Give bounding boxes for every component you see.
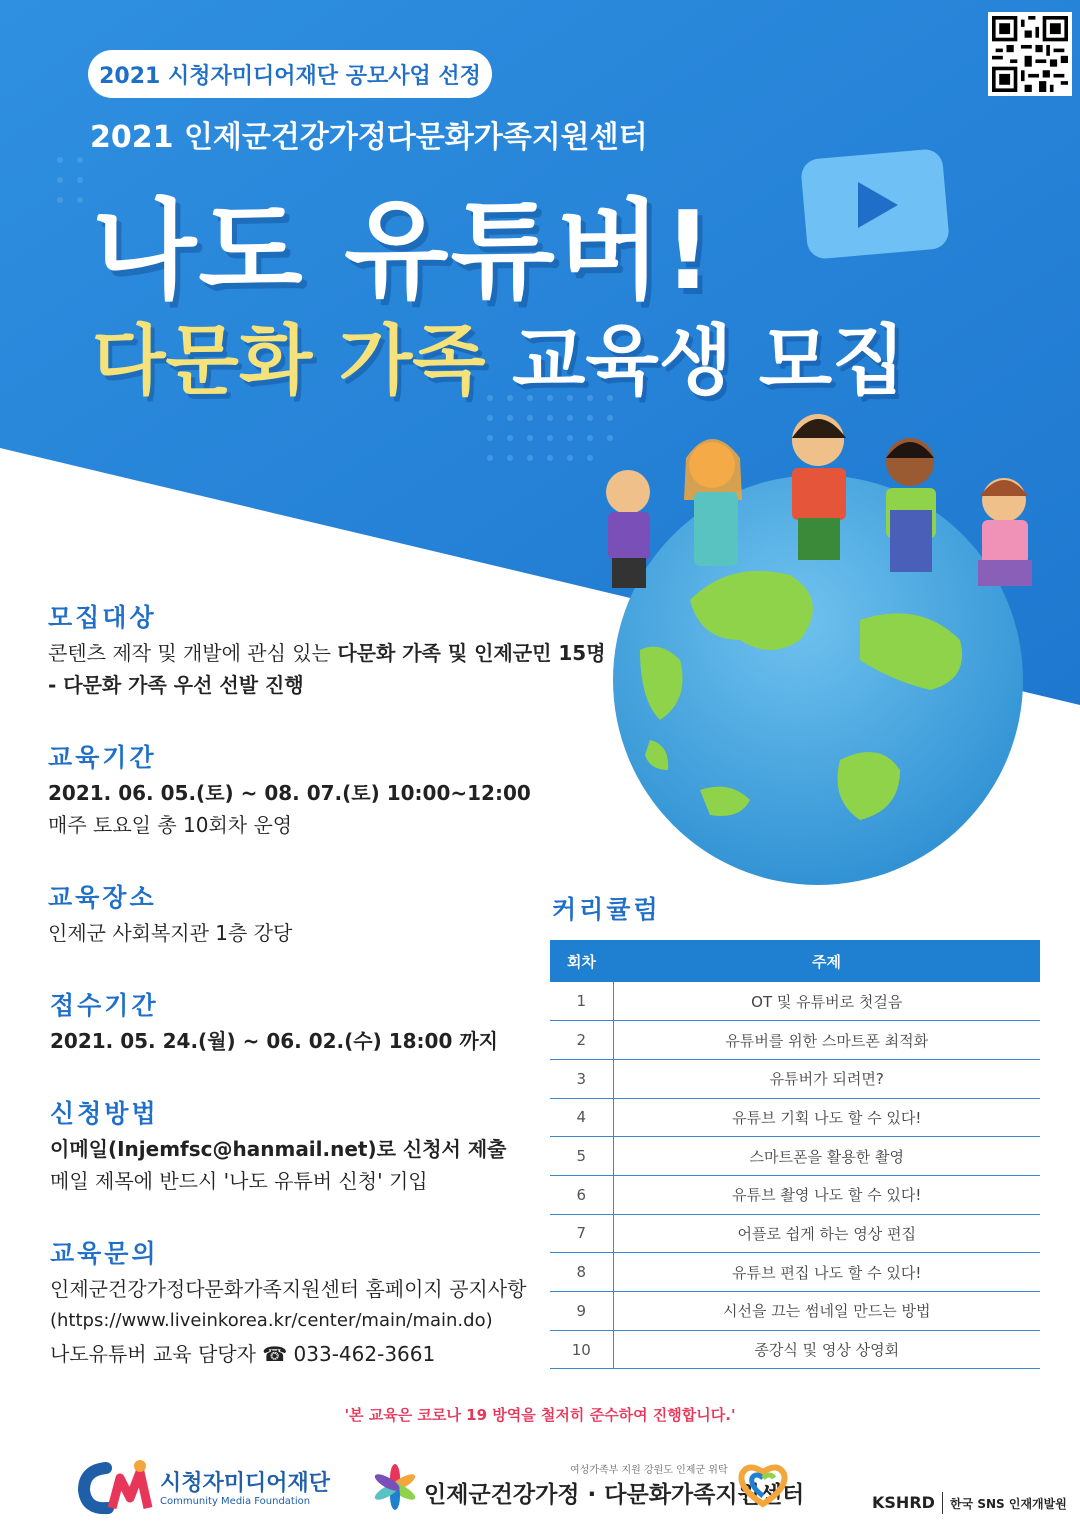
selection-badge: 2021 시청자미디어재단 공모사업 선정	[88, 50, 492, 98]
apply-period-heading: 접수기간	[50, 991, 159, 1020]
curriculum-row	[550, 1175, 1040, 1214]
session-topic: OT 및 유튜버로 첫걸음	[613, 982, 1040, 1021]
session-topic: 어플로 쉽게 하는 영상 편집	[613, 1214, 1040, 1253]
target-heading: 모집대상	[48, 603, 157, 632]
cmf-name: 시청자미디어재단	[160, 1471, 331, 1496]
curriculum-row	[550, 1253, 1040, 1292]
curriculum-row	[550, 1059, 1040, 1098]
covid-notice: '본 교육은 코로나 19 방역을 철저히 준수하여 진행합니다.'	[344, 1406, 736, 1424]
session-topic: 유튜브 편집 나도 할 수 있다!	[613, 1253, 1040, 1292]
title-recruit: 교육생 모집	[512, 316, 906, 405]
center-subtitle: 2021 인제군건강가정다문화가족지원센터	[90, 120, 648, 155]
curriculum-header-row	[550, 940, 1040, 982]
center-name: 인제군건강가정 · 다문화가족지원센터	[424, 1482, 805, 1508]
col-topic: 주제	[613, 940, 1040, 982]
curriculum-row	[550, 1292, 1040, 1331]
session-topic: 시선을 끄는 썸네일 만드는 방법	[613, 1292, 1040, 1331]
curriculum-row	[550, 1021, 1040, 1060]
session-topic: 유튜브 촬영 나도 할 수 있다!	[613, 1175, 1040, 1214]
place-heading: 교육장소	[48, 883, 157, 912]
title-multicultural: 다문화 가족	[92, 316, 486, 405]
kshrd-korean-name: 한국 SNS 인재개발원	[950, 1497, 1067, 1511]
inquiry-heading: 교육문의	[50, 1239, 159, 1268]
cmf-english-name: Community Media Foundation	[160, 1496, 311, 1507]
session-topic: 종강식 및 영상 상영회	[613, 1330, 1040, 1369]
target-highlight: 다문화 가족 및 인제군민 15명	[337, 641, 606, 665]
center-flower-icon	[372, 1464, 418, 1510]
inquiry-url[interactable]: (https://www.liveinkorea.kr/center/main/main.do)	[50, 1310, 493, 1331]
method-heading: 신청방법	[50, 1099, 159, 1128]
curriculum-title: 커리큘럼	[552, 895, 661, 924]
inquiry-contact: 나도유튜버 교육 담당자 ☎ 033-462-3661	[50, 1342, 436, 1366]
main-title: 나도 유튜버!	[92, 189, 715, 314]
session-topic: 유튜브 기획 나도 할 수 있다!	[613, 1098, 1040, 1137]
center-sub-caption: 여성가족부 지원 강원도 인제군 위탁	[570, 1465, 728, 1476]
curriculum-row	[550, 1137, 1040, 1176]
session-number: 4	[550, 1098, 613, 1137]
recruit-title	[92, 300, 906, 409]
play-button-icon	[800, 148, 950, 260]
session-number: 2	[550, 1021, 613, 1060]
session-number: 10	[550, 1330, 613, 1369]
center-heart-icon	[736, 1460, 790, 1508]
session-number: 8	[550, 1253, 613, 1292]
target-line2: - 다문화 가족 우선 선발 진행	[48, 673, 304, 697]
curriculum-row	[550, 1098, 1040, 1137]
session-number: 6	[550, 1175, 613, 1214]
cmf-logo-icon	[76, 1458, 158, 1516]
curriculum-row	[550, 982, 1040, 1021]
inquiry-line1: 인제군건강가정다문화가족지원센터 홈페이지 공지사항	[50, 1277, 527, 1301]
session-number: 3	[550, 1059, 613, 1098]
curriculum-row	[550, 1330, 1040, 1369]
period-line2: 매주 토요일 총 10회차 운영	[48, 813, 293, 837]
kshrd-logo: KSHRD	[872, 1493, 935, 1512]
target-line1: 콘텐츠 제작 및 개발에 관심 있는 다문화 가족 및 인제군민 15명	[48, 641, 606, 665]
session-number: 9	[550, 1292, 613, 1331]
session-topic: 유튜버가 되려면?	[613, 1059, 1040, 1098]
qr-code-icon[interactable]	[988, 12, 1072, 96]
period-line1: 2021. 06. 05.(토) ~ 08. 07.(토) 10:00~12:00	[48, 781, 531, 805]
method-line1: 이메일(Injemfsc@hanmail.net)로 신청서 제출	[50, 1137, 507, 1161]
apply-period-line1: 2021. 05. 24.(월) ~ 06. 02.(수) 18:00 까지	[50, 1029, 498, 1053]
method-line2: 메일 제목에 반드시 '나도 유튜버 신청' 기입	[50, 1169, 428, 1193]
session-number: 1	[550, 982, 613, 1021]
session-number: 5	[550, 1137, 613, 1176]
session-topic: 스마트폰을 활용한 촬영	[613, 1137, 1040, 1176]
place-line1: 인제군 사회복지관 1층 강당	[48, 921, 293, 945]
curriculum-table	[550, 940, 1040, 1369]
session-topic: 유튜버를 위한 스마트폰 최적화	[613, 1021, 1040, 1060]
col-session: 회차	[550, 940, 613, 982]
period-heading: 교육기간	[48, 743, 157, 772]
kshrd-divider	[942, 1492, 943, 1514]
session-number: 7	[550, 1214, 613, 1253]
curriculum-row	[550, 1214, 1040, 1253]
